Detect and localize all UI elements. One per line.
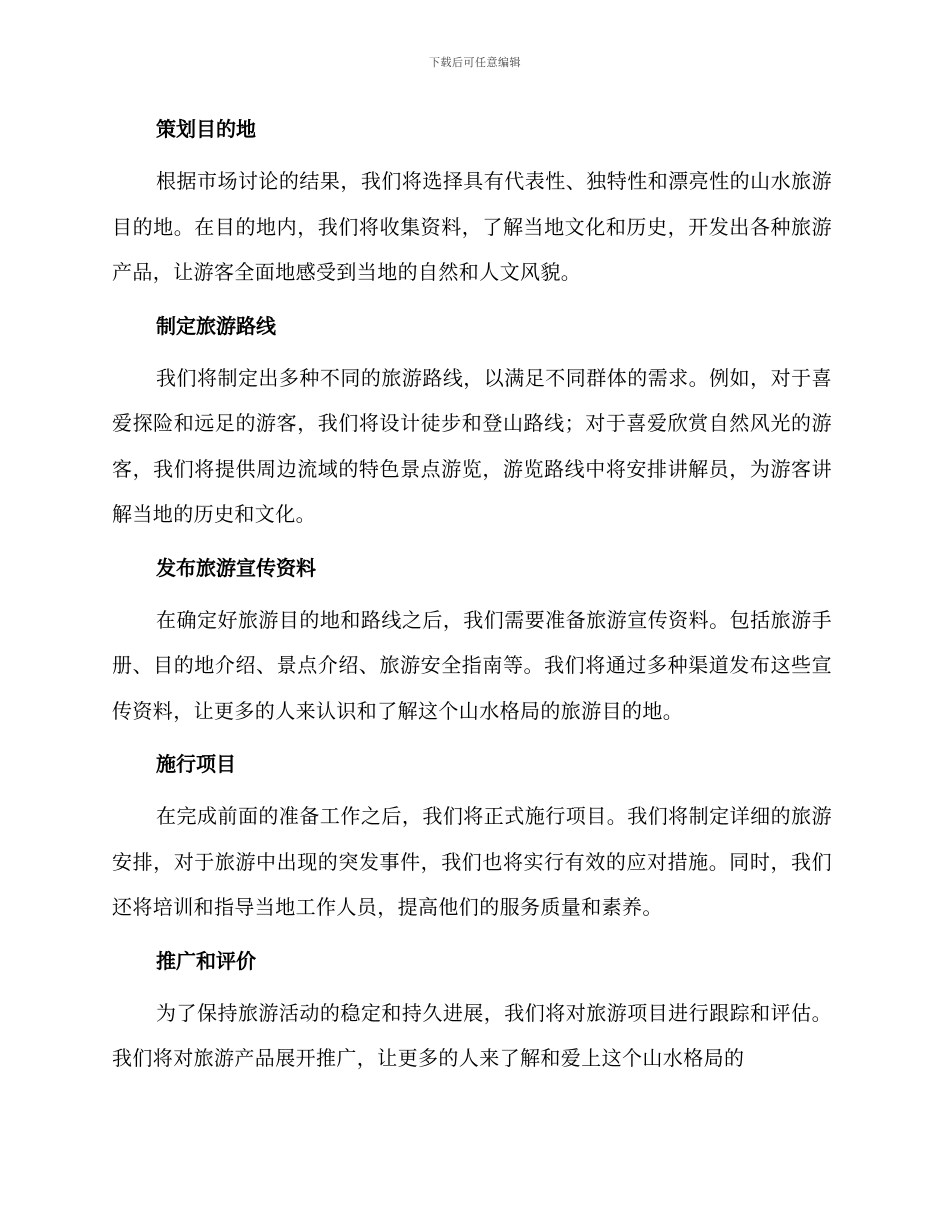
section-paragraph-route: 我们将制定出多种不同的旅游路线，以满足不同群体的需求。例如，对于喜爱探险和远足的游客，我们将设计徒步和登山路线；对于喜爱欣赏自然风光的游客，我们将提供周边流域的特色景点游览，游览路线中将安排讲解员，为游客讲解当地的历史和文化。 <box>112 365 832 526</box>
document-body <box>112 111 832 1094</box>
section-heading-promotion-evaluation: 推广和评价 <box>156 948 256 973</box>
section-heading-implementation: 施行项目 <box>156 752 236 776</box>
section-paragraph-promotion-materials: 在确定好旅游目的地和路线之后，我们需要准备旅游宣传资料。包括旅游手册、目的地介绍、景点介绍、旅游安全指南等。我们将通过多种渠道发布这些宣传资料，让更多的人来认识和了解这个山水格局的旅游目的地。 <box>112 607 832 723</box>
section-heading-promotion-materials: 发布旅游宣传资料 <box>156 555 316 580</box>
section-paragraph-promotion-evaluation: 为了保持旅游活动的稳定和持久进展，我们将对旅游项目进行跟踪和评估。我们将对旅游产品展开推广，让更多的人来了解和爱上这个山水格局的 <box>112 1000 832 1070</box>
section-heading-route: 制定旅游路线 <box>156 313 276 338</box>
section-paragraph-destination: 根据市场讨论的结果，我们将选择具有代表性、独特性和漂亮性的山水旅游目的地。在目的地内，我们将收集资料，了解当地文化和历史，开发出各种旅游产品，让游客全面地感受到当地的自然和人文风貌。 <box>112 169 832 284</box>
section-heading-destination: 策划目的地 <box>156 117 256 141</box>
page-header-note: 下载后可任意编辑 <box>429 56 521 69</box>
section-paragraph-implementation: 在完成前面的准备工作之后，我们将正式施行项目。我们将制定详细的旅游安排，对于旅游中出现的突发事件，我们也将实行有效的应对措施。同时，我们还将培训和指导当地工作人员，提高他们的服务质量和素养。 <box>112 804 832 919</box>
